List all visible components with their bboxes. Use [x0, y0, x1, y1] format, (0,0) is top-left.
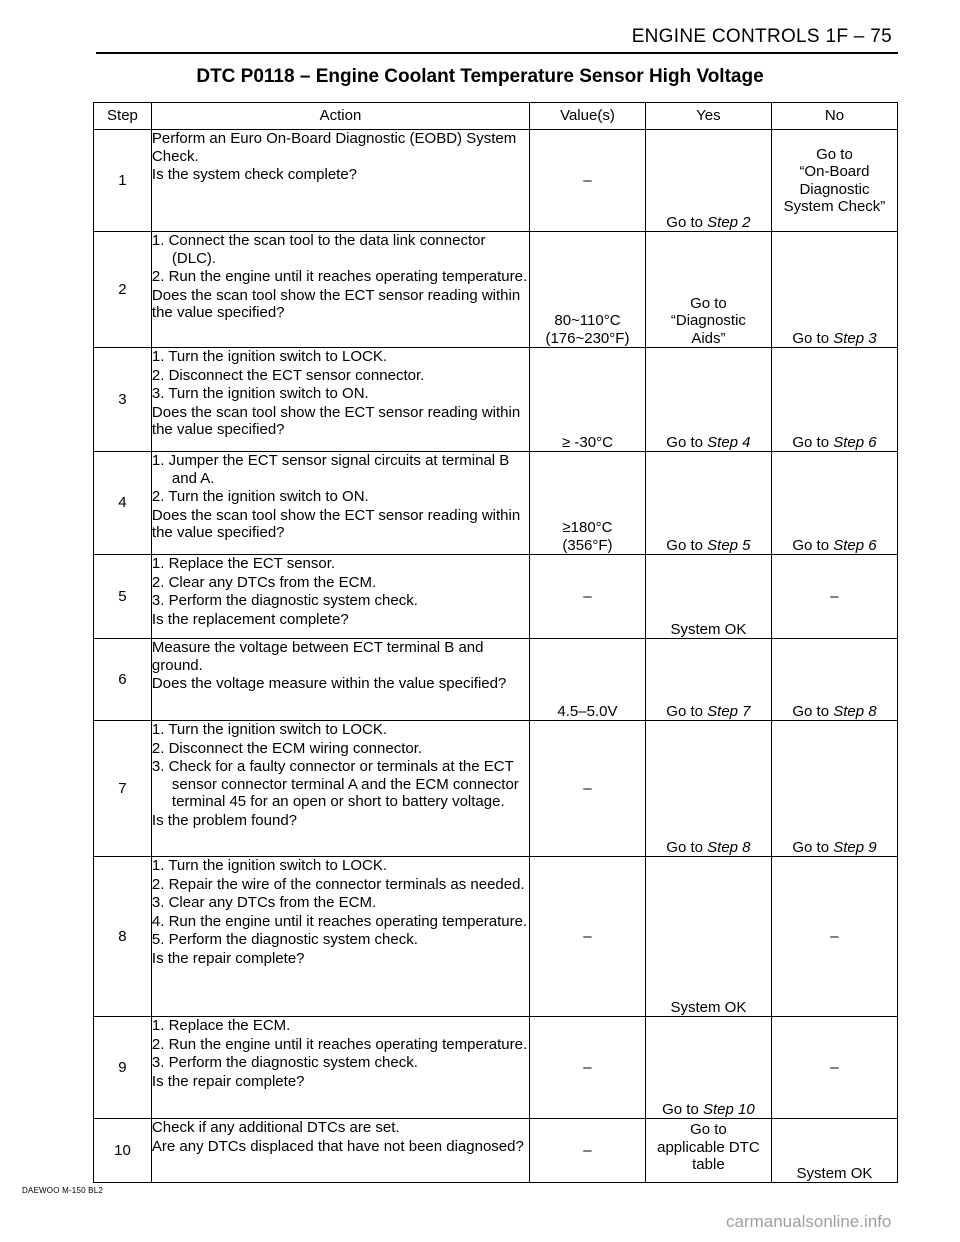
action-numbered-item: 2. Run the engine until it reaches operating temperature. [151, 268, 528, 285]
action-numbered-item: 2. Disconnect the ECT sensor connector. [151, 366, 425, 384]
goto-label: Go to [792, 702, 834, 720]
yes-cell [645, 232, 771, 348]
yes-cell [645, 452, 771, 555]
value-cell: ≥ -30°C [530, 348, 646, 452]
value-cell: – [530, 721, 646, 857]
page-header [96, 18, 898, 54]
table-row [94, 639, 898, 721]
value-cell: 4.5–5.0V [530, 639, 646, 721]
step-number: 3 [94, 348, 152, 452]
no-cell [771, 721, 897, 857]
result-text: System OK [796, 1164, 873, 1182]
step-number: 1 [94, 130, 152, 232]
value-cell: – [530, 857, 646, 1017]
step-number: 2 [94, 232, 152, 348]
goto-label: Go to [662, 1100, 703, 1118]
action-numbered-item: 4. Run the engine until it reaches operating temperature. [151, 912, 528, 930]
table-body [94, 130, 898, 1183]
table-row [94, 1119, 898, 1183]
action-numbered-item: 2. Clear any DTCs from the ECM. [151, 573, 377, 591]
step-reference: Step 2 [707, 213, 751, 231]
section-title: ENGINE CONTROLS 1F – 75 [631, 26, 892, 47]
action-text: Is the repair complete? [151, 1072, 305, 1090]
step-number: 6 [94, 639, 152, 721]
action-numbered-item: 1. Turn the ignition switch to LOCK. [151, 721, 388, 738]
action-numbered-item: 2. Turn the ignition switch to ON. [151, 488, 369, 505]
no-cell [771, 1017, 897, 1119]
step-reference: Step 5 [707, 536, 751, 554]
action-text: Is the system check complete? [151, 166, 358, 183]
value-cell: – [530, 1017, 646, 1119]
action-numbered-item: 1. Turn the ignition switch to LOCK. [151, 348, 388, 365]
step-reference: Step 6 [833, 433, 877, 451]
action-numbered-item: 1. Replace the ECT sensor. [151, 555, 336, 572]
header-values: Value(s) [530, 103, 646, 130]
action-numbered-item: 3. Perform the diagnostic system check. [151, 1054, 418, 1071]
value-cell: – [530, 1119, 646, 1183]
yes-cell [645, 857, 771, 1017]
header-yes: Yes [645, 103, 771, 130]
action-text: Is the repair complete? [151, 949, 305, 967]
yes-cell [645, 721, 771, 857]
goto-label: Go to [792, 536, 834, 554]
goto-label: Go to [792, 838, 834, 856]
action-numbered-item: 3. Clear any DTCs from the ECM. [151, 894, 377, 911]
table-row [94, 555, 898, 639]
result-text: System OK [670, 620, 747, 638]
no-cell [771, 857, 897, 1017]
no-cell [771, 130, 897, 232]
value-cell: ≥180°C (356°F) [530, 452, 646, 555]
action-cell [151, 130, 529, 232]
action-text: Measure the voltage between ECT terminal B and ground. [151, 639, 484, 674]
no-cell [771, 639, 897, 721]
goto-label: Go to [792, 329, 834, 347]
table-row [94, 721, 898, 857]
action-cell [151, 1017, 529, 1119]
action-text: Is the problem found? [151, 811, 298, 829]
action-text: Does the scan tool show the ECT sensor reading within the value specified? [151, 403, 521, 438]
result-text: – [830, 927, 839, 945]
action-text: Is the replacement complete? [151, 610, 349, 628]
action-cell [151, 452, 529, 555]
action-numbered-item: 1. Connect the scan tool to the data link connector (DLC). [151, 232, 486, 267]
action-cell [151, 348, 529, 452]
result-text: Go to applicable DTC table [657, 1121, 760, 1173]
step-reference: Step 4 [707, 433, 751, 451]
step-reference: Step 3 [833, 329, 877, 347]
header-no: No [771, 103, 897, 130]
action-numbered-item: 3. Perform the diagnostic system check. [151, 592, 418, 609]
action-text: Does the scan tool show the ECT sensor reading within the value specified? [151, 506, 521, 541]
yes-cell [645, 1017, 771, 1119]
result-text: – [830, 587, 839, 605]
action-cell [151, 232, 529, 348]
goto-label: Go to [666, 536, 708, 554]
header-action: Action [151, 103, 529, 130]
action-text: Are any DTCs displaced that have not been diagnosed? [151, 1137, 524, 1155]
action-cell [151, 555, 529, 639]
yes-cell [645, 1119, 771, 1183]
footer-code: DAEWOO M-150 BL2 [22, 1186, 104, 1195]
goto-label: Go to [666, 433, 708, 451]
action-cell [151, 857, 529, 1017]
result-text: Go to “On-Board Diagnostic System Check” [783, 145, 886, 215]
step-reference: Step 6 [833, 536, 877, 554]
result-text: – [830, 1058, 839, 1076]
step-reference: Step 8 [833, 702, 877, 720]
no-cell [771, 232, 897, 348]
result-text: Go to “Diagnostic Aids” [670, 294, 746, 347]
no-cell [771, 1119, 897, 1183]
yes-cell [645, 639, 771, 721]
goto-label: Go to [792, 433, 834, 451]
header-step: Step [94, 103, 152, 130]
table-row [94, 1017, 898, 1119]
action-numbered-item: 3. Check for a faulty connector or terminals at the ECT sensor connector terminal A and the ECM connector terminal 45 for an open or short to battery voltage. [151, 758, 519, 810]
value-cell: – [530, 130, 646, 232]
action-cell [151, 721, 529, 857]
action-numbered-item: 5. Perform the diagnostic system check. [151, 931, 418, 948]
step-number: 10 [94, 1119, 152, 1183]
goto-label: Go to [666, 838, 708, 856]
action-numbered-item: 2. Repair the wire of the connector terminals as needed. [151, 875, 525, 893]
step-number: 4 [94, 452, 152, 555]
step-reference: Step 9 [833, 838, 877, 856]
action-numbered-item: 1. Turn the ignition switch to LOCK. [151, 857, 388, 874]
action-text: Check if any additional DTCs are set. [151, 1119, 400, 1136]
table-row [94, 130, 898, 232]
action-text: Perform an Euro On-Board Diagnostic (EOBD) System Check. [151, 130, 517, 165]
action-text: Does the voltage measure within the value specified? [151, 675, 507, 692]
yes-cell [645, 130, 771, 232]
step-reference: Step 8 [707, 838, 751, 856]
yes-cell [645, 555, 771, 639]
action-numbered-item: 3. Turn the ignition switch to ON. [151, 385, 369, 402]
step-number: 5 [94, 555, 152, 639]
table-row [94, 232, 898, 348]
action-numbered-item: 1. Replace the ECM. [151, 1017, 291, 1034]
step-reference: Step 10 [702, 1100, 755, 1118]
step-number: 7 [94, 721, 152, 857]
no-cell [771, 348, 897, 452]
no-cell [771, 555, 897, 639]
no-cell [771, 452, 897, 555]
yes-cell [645, 348, 771, 452]
value-cell: 80~110°C (176~230°F) [530, 232, 646, 348]
table-header-row [94, 103, 898, 130]
action-numbered-item: 1. Jumper the ECT sensor signal circuits at terminal B and A. [151, 452, 510, 487]
action-numbered-item: 2. Disconnect the ECM wiring connector. [151, 739, 423, 757]
step-reference: Step 7 [707, 702, 751, 720]
action-numbered-item: 2. Run the engine until it reaches operating temperature. [151, 1035, 528, 1053]
action-text: Does the scan tool show the ECT sensor reading within the value specified? [151, 286, 521, 321]
page-title: DTC P0118 – Engine Coolant Temperature Sensor High Voltage [196, 66, 764, 87]
action-cell [151, 1119, 529, 1183]
diagnostic-table [93, 102, 898, 1183]
step-number: 9 [94, 1017, 152, 1119]
table-row [94, 857, 898, 1017]
result-text: System OK [670, 998, 747, 1016]
step-number: 8 [94, 857, 152, 1017]
goto-label: Go to [666, 213, 708, 231]
table-row [94, 452, 898, 555]
table-row [94, 348, 898, 452]
action-cell [151, 639, 529, 721]
goto-label: Go to [666, 702, 708, 720]
watermark: carmanualsonline.info [726, 1212, 892, 1231]
value-cell: – [530, 555, 646, 639]
